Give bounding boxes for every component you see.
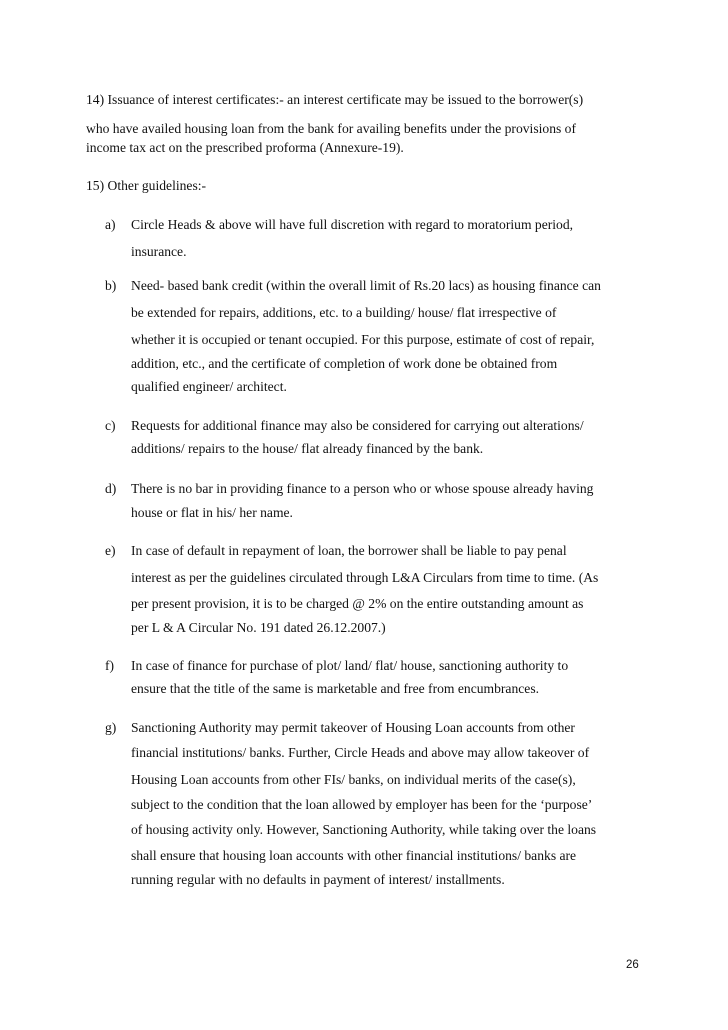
- list-item-label: c): [105, 418, 116, 433]
- text-line: be extended for repairs, additions, etc. to a building/ house/ flat irrespective of: [131, 305, 557, 320]
- list-item-label: b): [105, 278, 117, 293]
- text-line: Housing Loan accounts from other FIs/ banks, on individual merits of the case(s),: [131, 772, 576, 787]
- text-line: Need- based bank credit (within the overall limit of Rs.20 lacs) as housing finance can: [131, 278, 601, 293]
- text-line: income tax act on the prescribed proforma (Annexure-19).: [86, 140, 404, 155]
- text-line: per L & A Circular No. 191 dated 26.12.2007.): [131, 620, 386, 635]
- list-item-label: e): [105, 543, 116, 558]
- text-line: insurance.: [131, 244, 187, 259]
- text-line: interest as per the guidelines circulated through L&A Circulars from time to time. (As: [131, 570, 599, 585]
- text-line: per present provision, it is to be charged @ 2% on the entire outstanding amount as: [131, 596, 584, 611]
- text-line: shall ensure that housing loan accounts with other financial institutions/ banks are: [131, 848, 577, 863]
- page-number: 26: [626, 959, 639, 971]
- list-item-label: f): [105, 658, 115, 673]
- text-line: In case of finance for purchase of plot/ land/ flat/ house, sanctioning authority to: [131, 658, 569, 673]
- text-line: Circle Heads & above will have full discretion with regard to moratorium period,: [131, 217, 574, 232]
- text-line: Sanctioning Authority may permit takeover of Housing Loan accounts from other: [131, 720, 575, 735]
- list-item-label: g): [105, 720, 117, 735]
- text-line: addition, etc., and the certificate of completion of work done be obtained from: [131, 356, 558, 371]
- text-line: of housing activity only. However, Sanctioning Authority, while taking over the loans: [131, 822, 597, 837]
- text-line: financial institutions/ banks. Further, Circle Heads and above may allow takeover of: [131, 745, 590, 760]
- text-line: Requests for additional finance may also be considered for carrying out alterations/: [131, 418, 584, 433]
- text-line: In case of default in repayment of loan, the borrower shall be liable to pay penal: [131, 543, 567, 558]
- text-line: 14) Issuance of interest certificates:- an interest certificate may be issued to the borrower(s): [86, 92, 584, 107]
- text-line: whether it is occupied or tenant occupied. For this purpose, estimate of cost of repair,: [131, 332, 595, 347]
- list-item-label: d): [105, 481, 117, 496]
- text-line: running regular with no defaults in payment of interest/ installments.: [131, 872, 505, 887]
- list-item-label: a): [105, 217, 116, 232]
- section-15-heading: 15) Other guidelines:-: [86, 178, 207, 193]
- text-line: who have availed housing loan from the bank for availing benefits under the provisions of: [86, 121, 577, 136]
- text-line: There is no bar in providing finance to a person who or whose spouse already having: [131, 481, 594, 496]
- text-line: qualified engineer/ architect.: [131, 379, 287, 394]
- text-line: subject to the condition that the loan allowed by employer has been for the ‘purpose’: [131, 797, 593, 812]
- text-line: ensure that the title of the same is marketable and free from encumbrances.: [131, 681, 540, 696]
- text-line: additions/ repairs to the house/ flat already financed by the bank.: [131, 441, 484, 456]
- text-line: house or flat in his/ her name.: [131, 505, 293, 520]
